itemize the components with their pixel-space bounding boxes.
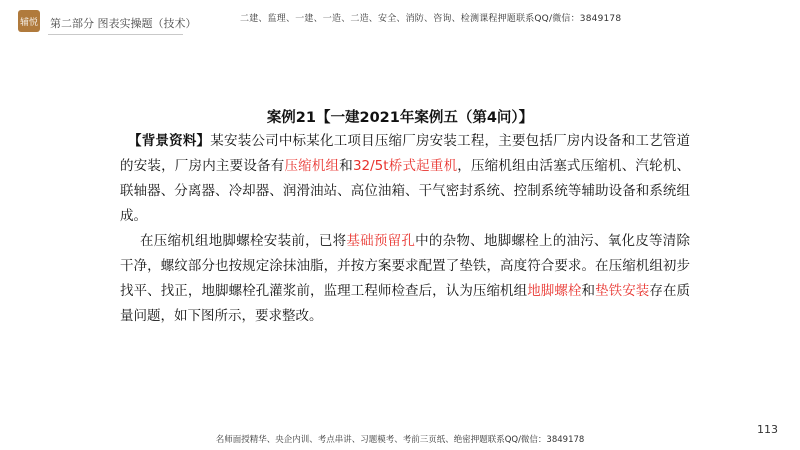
- page-header: [0, 0, 800, 44]
- highlight-foundation-hole: 基础预留孔: [346, 233, 416, 249]
- section-title: 第二部分 图表实操题（技术）: [50, 17, 197, 30]
- case-title: 案例21【一建2021年案例五（第4问）】: [266, 110, 534, 126]
- text-segment: 在压缩机组地脚螺栓安装前，已将: [140, 233, 347, 249]
- background-label: 【背景资料】: [128, 133, 211, 149]
- installation-paragraph: [120, 229, 690, 329]
- case-body: [120, 129, 690, 329]
- brand-logo: [18, 10, 40, 32]
- text-segment: 中的杂物、地脚螺栓上的油污、氧化皮等清除干净，螺纹部分也按规定涂抹油脂，并按方案要求配置了垫铁，高度符合要求。在压缩机组初步找平、找正，地脚螺栓孔灌浆前，监理工程师检查后，认为压缩机组: [120, 233, 691, 299]
- footer-contact-info: 名师面授精华、央企内训、考点串讲、习题模考、考前三页纸、绝密押题联系QQ/微信：3849178: [215, 435, 585, 445]
- text-segment: 某安装公司中标某化工项目压缩厂房安装工程，主要包括厂房内设备和工艺管道的安装，厂房内主要设备有: [120, 133, 691, 174]
- text-segment: 存在质量问题，如下图所示，要求整改。: [120, 283, 691, 324]
- logo-text: 辅悦: [19, 17, 38, 28]
- background-paragraph: [120, 129, 690, 229]
- header-contact-info: 二建、监理、一建、一造、二造、安全、消防、咨询、检测课程押题联系QQ/微信：3849178: [240, 14, 622, 24]
- text-segment: ，压缩机组由活塞式压缩机、汽轮机、联轴器、分离器、冷却器、润滑油站、高位油箱、干气密封系统、控制系统等辅助设备和系统组成。: [120, 158, 691, 224]
- highlight-bridge-crane: 32/5t桥式起重机: [352, 158, 458, 174]
- highlight-compressor-unit: 压缩机组: [284, 158, 340, 174]
- text-segment: 和: [339, 158, 353, 174]
- page-number: 113: [757, 423, 778, 436]
- text-segment: 和: [581, 283, 596, 299]
- highlight-shim-installation: 垫铁安装: [595, 283, 650, 299]
- header-divider: [48, 34, 183, 35]
- highlight-anchor-bolt: 地脚螺栓: [527, 283, 582, 299]
